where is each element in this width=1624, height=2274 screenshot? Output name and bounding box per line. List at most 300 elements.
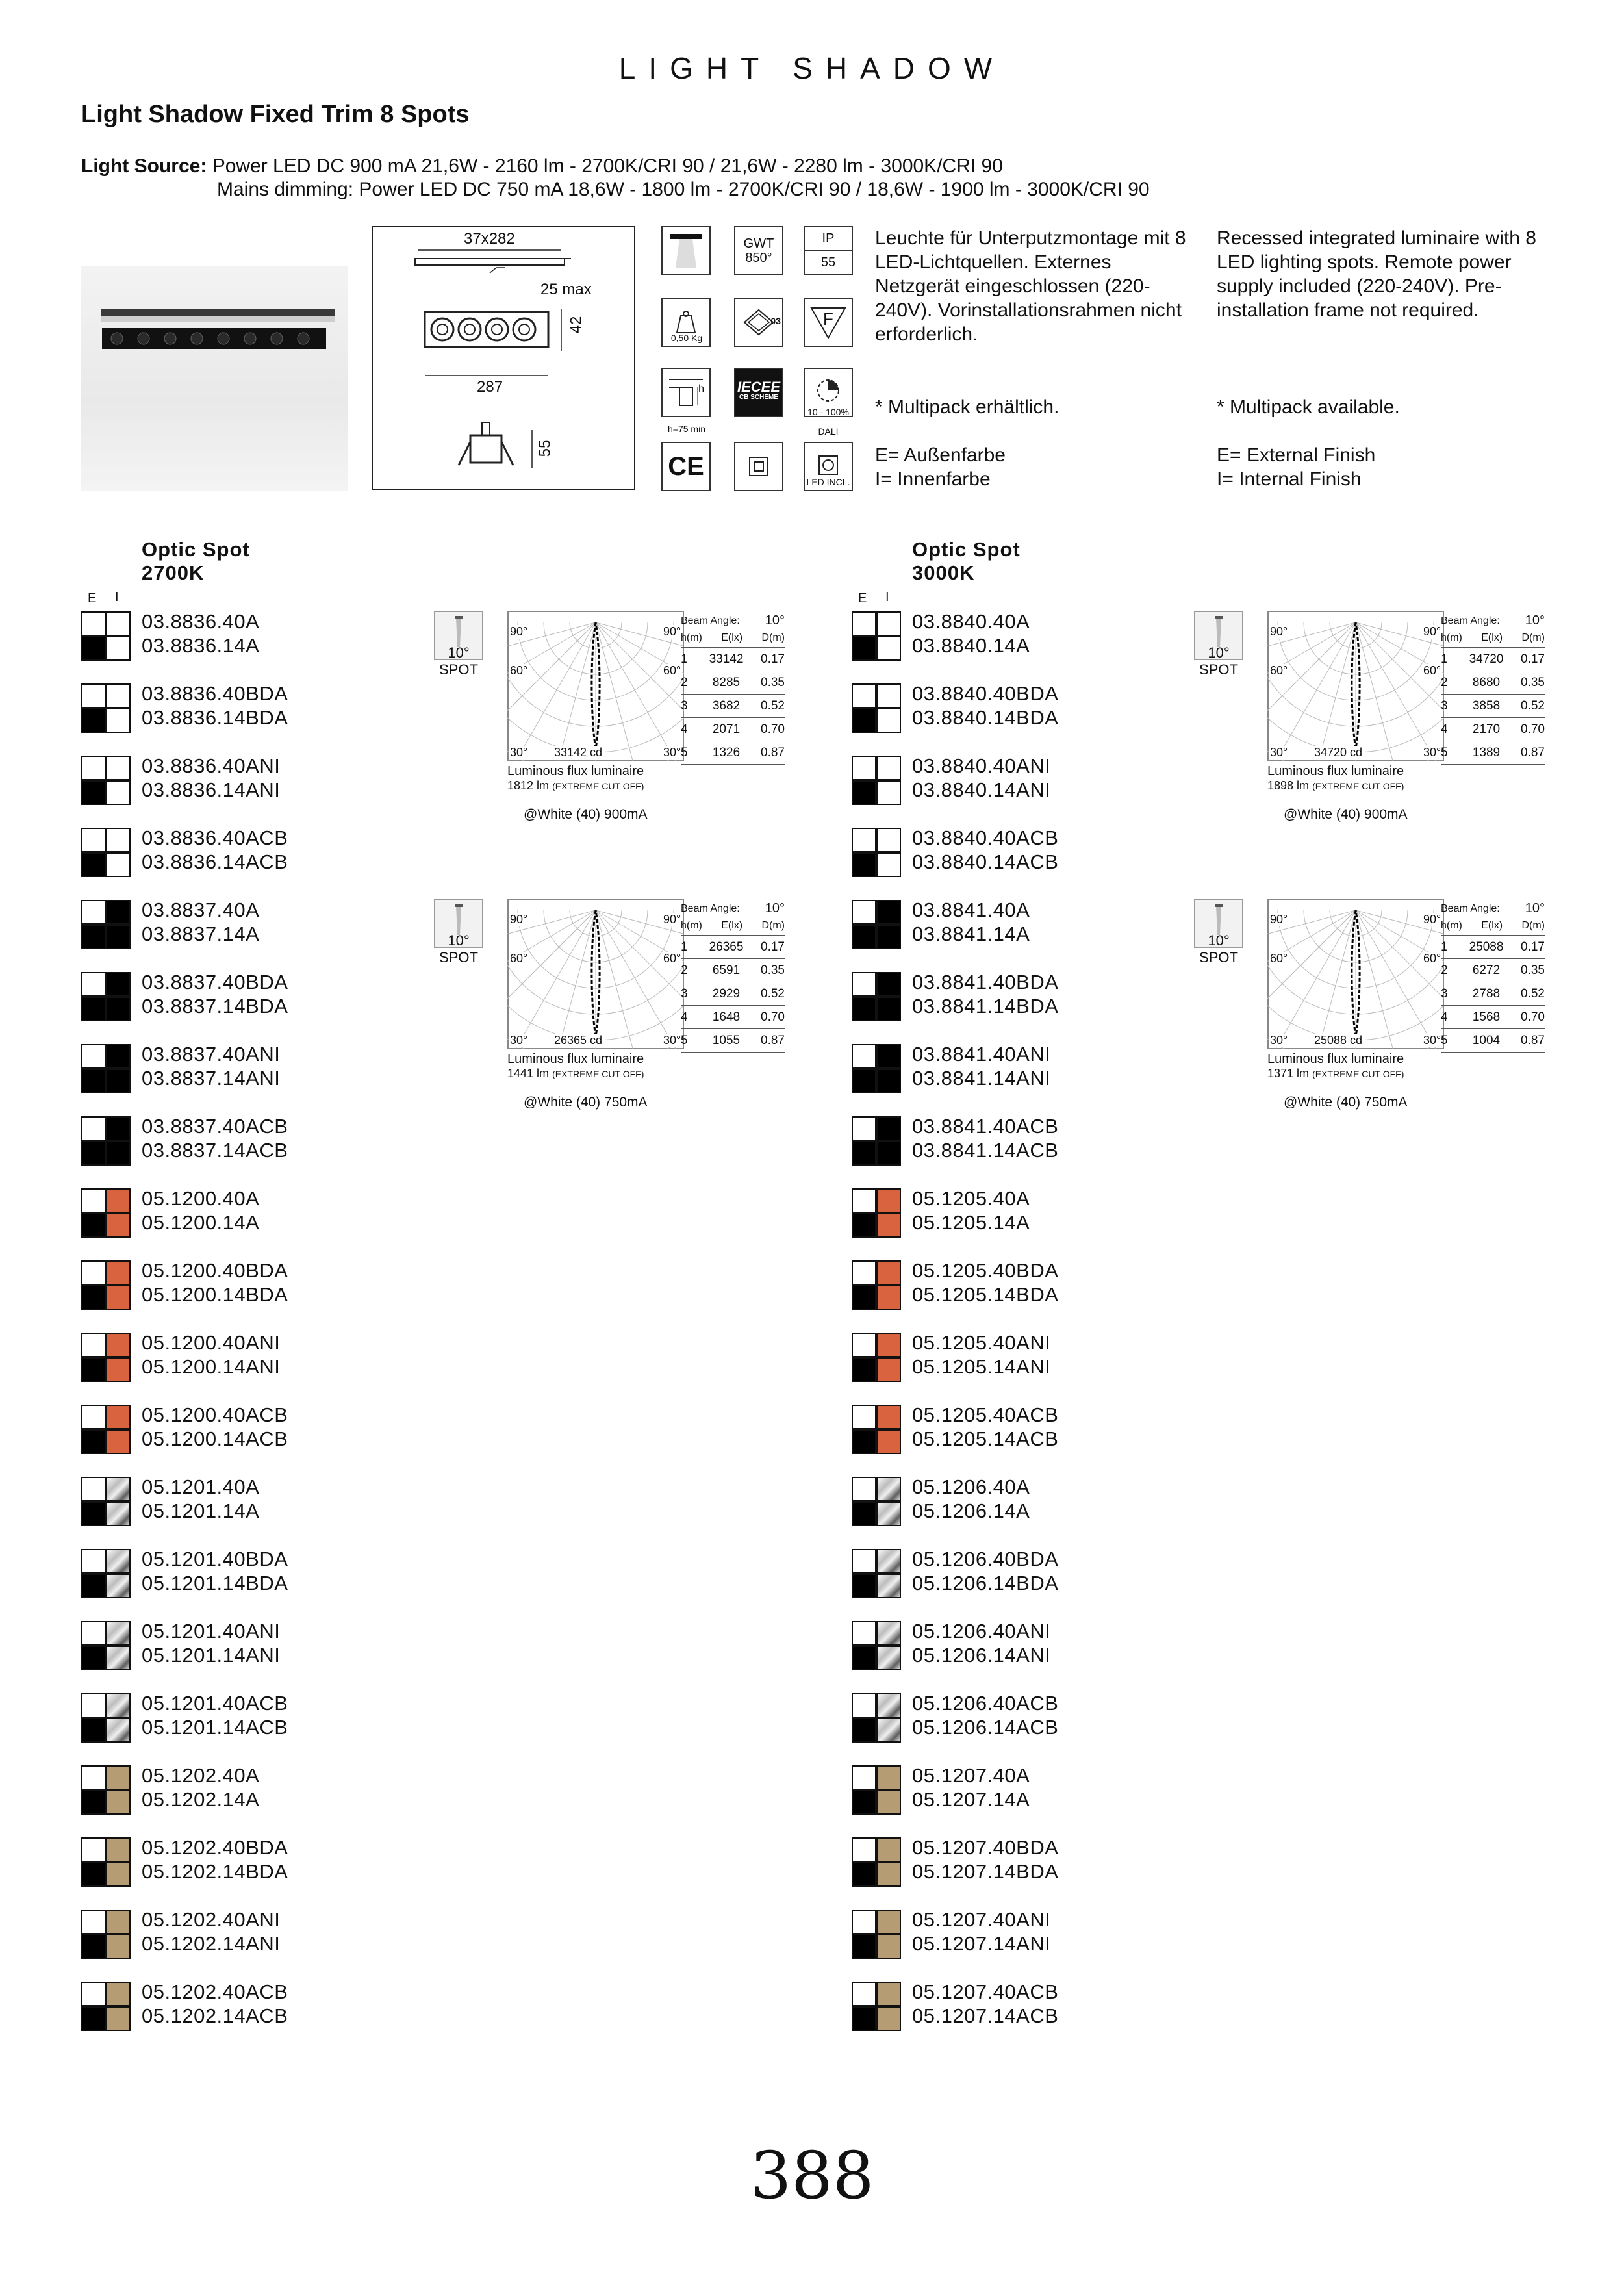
- weight-label: 0,50 Kg: [670, 333, 703, 343]
- product-code: 05.1205.40BDA: [912, 1259, 1059, 1282]
- swatch-cell: [876, 1141, 901, 1166]
- test-condition: @White (40) 900mA: [524, 807, 648, 822]
- iecee-label: IECEE: [737, 379, 781, 395]
- swatch-cell: [81, 900, 106, 925]
- h-cell: 3: [681, 699, 688, 713]
- d-header: D(m): [761, 920, 785, 931]
- d-header: D(m): [1521, 632, 1545, 643]
- finish-swatch: [852, 900, 901, 949]
- flux-value: [507, 778, 644, 793]
- angle-30-right: 30°: [663, 746, 681, 759]
- swatch-cell: [876, 925, 901, 949]
- swatch-cell: [106, 1069, 131, 1093]
- finish-swatch: [852, 1477, 901, 1526]
- product-code: 05.1205.40ACB: [912, 1403, 1059, 1426]
- d-cell: 0.35: [761, 676, 785, 689]
- swatch-cell: [852, 1333, 876, 1357]
- swatch-cell: [106, 756, 131, 780]
- finish-swatch: [852, 1621, 901, 1670]
- swatch-cell: [876, 1069, 901, 1093]
- product-code: 03.8836.40ACB: [142, 826, 288, 849]
- swatch-cell: [106, 1333, 131, 1357]
- ip-value: 55: [805, 250, 852, 270]
- e-cell: 1326: [712, 746, 741, 760]
- h-min-label: h=75 min: [668, 424, 705, 434]
- multipack-de: * Multipack erhältlich.: [875, 396, 1059, 418]
- swatch-cell: [81, 756, 106, 780]
- swatch-cell: [106, 1837, 131, 1862]
- product-code: 03.8840.40ANI: [912, 754, 1051, 777]
- angle-90-right: 90°: [1423, 625, 1441, 638]
- e-cell: 3682: [712, 699, 741, 713]
- swatch-cell: [81, 1405, 106, 1429]
- swatch-cell: [876, 1982, 901, 2006]
- h-cell: 5: [1441, 746, 1448, 760]
- product-code: 03.8837.40ANI: [142, 1043, 281, 1066]
- product-code: 03.8840.14ACB: [912, 850, 1059, 873]
- h-cell: 2: [1441, 676, 1448, 689]
- product-code: 05.1202.14A: [142, 1788, 260, 1811]
- h-header: h(m): [681, 632, 702, 643]
- flux-label: Luminous flux luminaire: [507, 1052, 644, 1066]
- finish-swatch: [81, 611, 131, 661]
- e-cell: 2071: [712, 722, 741, 736]
- swatch-cell: [81, 1213, 106, 1238]
- swatch-cell: [81, 708, 106, 733]
- swatch-cell: [852, 1069, 876, 1093]
- product-code: 05.1206.40A: [912, 1476, 1030, 1498]
- swatch-cell: [852, 683, 876, 708]
- finish-swatch: [852, 1549, 901, 1598]
- swatch-cell: [876, 1357, 901, 1382]
- swatch-cell: [852, 1837, 876, 1862]
- page-number: 388: [750, 2138, 874, 2214]
- d-header: D(m): [761, 632, 785, 643]
- product-code: 03.8837.40A: [142, 899, 260, 921]
- swatch-cell: [106, 972, 131, 997]
- flux-lm: 1371 lm: [1267, 1067, 1310, 1080]
- angle-30-left: 30°: [510, 746, 528, 759]
- swatch-cell: [81, 1260, 106, 1285]
- product-code: 05.1202.14ANI: [142, 1932, 281, 1955]
- product-code: 05.1201.40ANI: [142, 1620, 281, 1642]
- swatch-cell: [852, 1910, 876, 1934]
- spot-angle-label: 10°: [448, 932, 470, 949]
- f-mark-icon: [804, 298, 853, 347]
- swatch-cell: [852, 972, 876, 997]
- test-condition: @White (40) 900mA: [1284, 807, 1408, 822]
- test-condition: @White (40) 750mA: [1284, 1095, 1408, 1110]
- table-row: [681, 671, 785, 695]
- finish-swatch: [852, 972, 901, 1021]
- product-code: 03.8836.14A: [142, 634, 260, 657]
- product-code: 03.8837.14A: [142, 923, 260, 945]
- finish-swatch: [852, 1405, 901, 1454]
- swatch-cell: [852, 828, 876, 852]
- e-header: E(lx): [1481, 632, 1503, 643]
- product-code: 05.1200.14A: [142, 1211, 260, 1234]
- illuminance-table: [681, 897, 785, 1053]
- swatch-cell: [81, 611, 106, 636]
- spot-type-label: SPOT: [439, 949, 478, 965]
- angle-60-left: 60°: [510, 952, 528, 965]
- swatch-cell: [106, 1621, 131, 1646]
- h-cell: 2: [681, 964, 688, 977]
- column-cct: 2700K: [142, 561, 205, 584]
- d-cell: 0.17: [1521, 652, 1545, 666]
- product-code: 03.8841.14ANI: [912, 1067, 1051, 1090]
- finish-swatch: [81, 1405, 131, 1454]
- technical-drawing: [372, 226, 635, 490]
- product-code: 03.8840.14BDA: [912, 706, 1059, 729]
- d-cell: 0.70: [1521, 1010, 1545, 1024]
- swatch-cell: [852, 1718, 876, 1743]
- e-header: E(lx): [721, 632, 743, 643]
- h-cell: 1: [1441, 940, 1448, 954]
- product-code: 05.1202.40BDA: [142, 1836, 288, 1859]
- finish-swatch: [852, 1982, 901, 2031]
- swatch-cell: [106, 636, 131, 661]
- swatch-cell: [876, 1116, 901, 1141]
- product-code: 03.8837.40BDA: [142, 971, 288, 993]
- swatch-cell: [81, 1044, 106, 1069]
- interior-label: I: [885, 590, 889, 604]
- h-cell: 4: [681, 1010, 688, 1024]
- spot-type-label: SPOT: [1199, 949, 1238, 965]
- swatch-cell: [876, 1333, 901, 1357]
- product-code: 05.1201.14BDA: [142, 1572, 288, 1594]
- illuminance-table: [681, 609, 785, 765]
- polar-diagram: [507, 899, 684, 1049]
- product-code: 05.1207.40ANI: [912, 1908, 1051, 1931]
- swatch-cell: [876, 1213, 901, 1238]
- swatch-cell: [106, 1934, 131, 1959]
- spot-angle-label: 10°: [1208, 932, 1230, 949]
- finish-swatch: [81, 1044, 131, 1093]
- swatch-cell: [876, 1429, 901, 1454]
- exterior-label: E: [858, 591, 867, 606]
- swatch-cell: [106, 1501, 131, 1526]
- angle-30-left: 30°: [1270, 746, 1288, 759]
- swatch-cell: [876, 780, 901, 805]
- swatch-cell: [106, 1765, 131, 1790]
- swatch-cell: [852, 756, 876, 780]
- swatch-cell: [876, 756, 901, 780]
- swatch-cell: [81, 1862, 106, 1887]
- e-cell: 25088: [1469, 940, 1504, 954]
- h-cell: 4: [681, 722, 688, 736]
- swatch-cell: [106, 1141, 131, 1166]
- finish-swatch: [852, 1188, 901, 1238]
- finish-i-de: I= Innenfarbe: [875, 468, 991, 490]
- product-code: 05.1207.40BDA: [912, 1836, 1059, 1859]
- table-row: [1441, 695, 1545, 718]
- spot-type-label: SPOT: [1199, 661, 1238, 678]
- swatch-cell: [876, 1477, 901, 1501]
- swatch-cell: [876, 1765, 901, 1790]
- swatch-cell: [81, 1718, 106, 1743]
- swatch-cell: [106, 997, 131, 1021]
- swatch-cell: [852, 611, 876, 636]
- product-code: 05.1202.40A: [142, 1764, 260, 1787]
- product-code: 05.1207.14A: [912, 1788, 1030, 1811]
- e-cell: 34720: [1469, 652, 1504, 666]
- d-cell: 0.87: [1521, 746, 1545, 760]
- product-code: 03.8836.40ANI: [142, 754, 281, 777]
- test-condition: @White (40) 750mA: [524, 1095, 648, 1110]
- spot-type-label: SPOT: [439, 661, 478, 678]
- product-code: 05.1205.14ANI: [912, 1355, 1051, 1378]
- product-code: 05.1200.14BDA: [142, 1283, 288, 1306]
- swatch-cell: [852, 852, 876, 877]
- swatch-cell: [852, 1141, 876, 1166]
- product-code: 05.1206.14ANI: [912, 1644, 1051, 1667]
- h-cell: 1: [681, 940, 688, 954]
- finish-swatch: [81, 1621, 131, 1670]
- finish-swatch: [852, 1693, 901, 1743]
- installation-height-icon: [661, 368, 711, 417]
- swatch-cell: [81, 1621, 106, 1646]
- e-cell: 26365: [709, 940, 744, 954]
- swatch-cell: [852, 1621, 876, 1646]
- swatch-cell: [81, 852, 106, 877]
- swatch-cell: [106, 611, 131, 636]
- swatch-cell: [106, 1357, 131, 1382]
- finish-swatch: [852, 1837, 901, 1887]
- swatch-cell: [81, 1357, 106, 1382]
- swatch-cell: [106, 1982, 131, 2006]
- dim-width: 287: [477, 378, 503, 396]
- table-row: [1441, 982, 1545, 1006]
- swatch-cell: [852, 1429, 876, 1454]
- finish-swatch: [81, 1116, 131, 1166]
- illuminance-table: [1441, 897, 1545, 1053]
- table-row: [681, 695, 785, 718]
- dim-range-label: 10 - 100%: [807, 407, 849, 417]
- d-cell: 0.70: [761, 722, 785, 736]
- product-code: 05.1201.14ACB: [142, 1716, 288, 1739]
- polar-diagram: [1267, 611, 1444, 761]
- angle-90-left: 90°: [1270, 625, 1288, 638]
- h-cell: 1: [681, 652, 688, 666]
- product-code: 05.1206.40BDA: [912, 1548, 1059, 1570]
- product-code: 05.1201.14A: [142, 1500, 260, 1522]
- flux-lm: 1812 lm: [507, 779, 550, 792]
- led-incl-label: LED INCL.: [806, 477, 850, 487]
- angle-30-right: 30°: [1423, 1034, 1441, 1047]
- swatch-cell: [876, 997, 901, 1021]
- table-row: [1441, 671, 1545, 695]
- interior-label: I: [115, 590, 119, 604]
- swatch-cell: [852, 1982, 876, 2006]
- e-cell: 1648: [712, 1010, 741, 1024]
- flux-value: [1267, 1066, 1404, 1081]
- swatch-cell: [876, 852, 901, 877]
- product-code: 03.8840.40A: [912, 610, 1030, 633]
- h-cell: 3: [1441, 699, 1448, 713]
- product-code: 05.1207.40ACB: [912, 1980, 1059, 2003]
- description-de: Leuchte für Unterputzmontage mit 8 LED-Lichtquellen. Externes Netzgerät eingeschlossen (220-240V). Vorinstallationsrahmen nicht erforderlich.: [875, 227, 1186, 345]
- table-row: [1441, 648, 1545, 671]
- swatch-cell: [876, 972, 901, 997]
- swatch-cell: [852, 1549, 876, 1574]
- swatch-cell: [106, 1862, 131, 1887]
- angle-30-right: 30°: [1423, 746, 1441, 759]
- ip-label: IP: [822, 231, 835, 246]
- swatch-cell: [81, 683, 106, 708]
- product-code: 05.1201.40A: [142, 1476, 260, 1498]
- product-code: 05.1205.40A: [912, 1187, 1030, 1210]
- product-code: 03.8837.14ACB: [142, 1139, 288, 1162]
- h-cell: 5: [1441, 1034, 1448, 1047]
- swatch-cell: [876, 1790, 901, 1815]
- product-code: 03.8836.14ACB: [142, 850, 288, 873]
- swatch-cell: [106, 1260, 131, 1285]
- peak-intensity: 34720 cd: [1314, 746, 1363, 759]
- h-cell: 1: [1441, 652, 1448, 666]
- d-cell: 0.17: [761, 940, 785, 954]
- product-code: 05.1207.40A: [912, 1764, 1030, 1787]
- swatch-cell: [81, 1693, 106, 1718]
- cutoff-note: (EXTREME CUT OFF): [1312, 781, 1404, 791]
- h-cell: 4: [1441, 722, 1448, 736]
- flux-label: Luminous flux luminaire: [1267, 764, 1404, 778]
- swatch-cell: [81, 1790, 106, 1815]
- swatch-cell: [876, 1285, 901, 1310]
- swatch-cell: [852, 1213, 876, 1238]
- swatch-cell: [81, 1646, 106, 1670]
- h-letter: h: [698, 383, 704, 394]
- swatch-cell: [876, 1501, 901, 1526]
- swatch-cell: [81, 972, 106, 997]
- product-code: 05.1206.40ANI: [912, 1620, 1051, 1642]
- swatch-cell: [876, 683, 901, 708]
- swatch-cell: [81, 925, 106, 949]
- finish-swatch: [852, 756, 901, 805]
- iecee-icon: [734, 368, 783, 417]
- d-cell: 0.87: [1521, 1034, 1545, 1047]
- table-row: [1441, 1006, 1545, 1029]
- d-cell: 0.35: [761, 964, 785, 977]
- finish-swatch: [81, 1837, 131, 1887]
- product-code: 03.8837.14ANI: [142, 1067, 281, 1090]
- swatch-cell: [852, 1862, 876, 1887]
- cutoff-note: (EXTREME CUT OFF): [1312, 1069, 1404, 1079]
- dim-top: 37x282: [464, 230, 515, 248]
- product-code: 03.8836.14BDA: [142, 706, 288, 729]
- d-cell: 0.87: [761, 1034, 785, 1047]
- angle-60-right: 60°: [663, 952, 681, 965]
- swatch-cell: [852, 636, 876, 661]
- e-cell: 3858: [1472, 699, 1501, 713]
- e-header: E(lx): [1481, 920, 1503, 931]
- swatch-cell: [852, 1790, 876, 1815]
- product-code: 05.1201.40ACB: [142, 1692, 288, 1715]
- swatch-cell: [852, 925, 876, 949]
- e-cell: 1004: [1472, 1034, 1501, 1047]
- swatch-cell: [852, 1260, 876, 1285]
- finish-swatch: [852, 1260, 901, 1310]
- swatch-cell: [876, 828, 901, 852]
- swatch-cell: [852, 1044, 876, 1069]
- swatch-cell: [81, 1501, 106, 1526]
- description-en: Recessed integrated luminaire with 8 LED lighting spots. Remote power supply included (220-240V). Pre-installation frame not required.: [1217, 227, 1536, 321]
- swatch-cell: [852, 1116, 876, 1141]
- product-title: Light Shadow Fixed Trim 8 Spots: [81, 101, 470, 128]
- angle-30-right: 30°: [663, 1034, 681, 1047]
- table-row: [1441, 741, 1545, 765]
- swatch-cell: [81, 780, 106, 805]
- h-cell: 5: [681, 746, 688, 760]
- product-code: 05.1202.14BDA: [142, 1860, 288, 1883]
- product-code: 05.1200.40ANI: [142, 1331, 281, 1354]
- column-cct: 3000K: [912, 561, 975, 584]
- table-row: [681, 982, 785, 1006]
- table-row: [1441, 936, 1545, 959]
- swatch-cell: [876, 1693, 901, 1718]
- light-source-label: Light Source:: [81, 155, 207, 177]
- light-source-line1: [81, 155, 1003, 178]
- swatch-cell: [106, 1405, 131, 1429]
- column-title: Optic Spot: [912, 538, 1021, 561]
- d-cell: 0.70: [761, 1010, 785, 1024]
- swatch-cell: [876, 1188, 901, 1213]
- swatch-cell: [106, 925, 131, 949]
- table-row: [681, 1029, 785, 1053]
- swatch-cell: [852, 708, 876, 733]
- e-cell: 33142: [709, 652, 744, 666]
- angle-90-left: 90°: [510, 913, 528, 926]
- finish-swatch: [81, 1693, 131, 1743]
- table-row: [681, 718, 785, 741]
- swatch-cell: [876, 1549, 901, 1574]
- product-code: 03.8840.14ANI: [912, 778, 1051, 801]
- column-title: Optic Spot: [142, 538, 250, 561]
- finish-swatch: [81, 683, 131, 733]
- product-code: 03.8836.14ANI: [142, 778, 281, 801]
- angle-90-left: 90°: [510, 625, 528, 638]
- ip-rating-icon: [804, 226, 853, 275]
- swatch-cell: [852, 1477, 876, 1501]
- product-code: 03.8841.40ACB: [912, 1115, 1059, 1138]
- swatch-cell: [852, 780, 876, 805]
- h-cell: 3: [1441, 987, 1448, 1001]
- product-code: 05.1200.14ACB: [142, 1427, 288, 1450]
- swatch-cell: [81, 1069, 106, 1093]
- light-source-line2: Mains dimming: Power LED DC 750 mA 18,6W - 1800 lm - 2700K/CRI 90 / 18,6W - 1900 lm - 3000K/CRI 90: [217, 179, 1150, 200]
- swatch-cell: [106, 1910, 131, 1934]
- d-cell: 0.17: [761, 652, 785, 666]
- product-photo: [81, 266, 348, 491]
- product-code: 05.1200.40ACB: [142, 1403, 288, 1426]
- swatch-cell: [106, 1044, 131, 1069]
- product-code: 05.1202.40ACB: [142, 1980, 288, 2003]
- d-cell: 0.52: [761, 699, 785, 713]
- finish-i-en: I= Internal Finish: [1217, 468, 1362, 490]
- swatch-cell: [106, 1285, 131, 1310]
- polar-diagram: [1267, 899, 1444, 1049]
- beam-angle-value: 10°: [765, 901, 785, 915]
- table-row: [681, 1006, 785, 1029]
- swatch-cell: [876, 1910, 901, 1934]
- product-code: 05.1207.14ACB: [912, 2004, 1059, 2027]
- beam-angle-value: 10°: [765, 613, 785, 628]
- spot-angle-label: 10°: [448, 645, 470, 661]
- swatch-cell: [852, 1405, 876, 1429]
- glow-wire-icon: GWT 850°: [734, 226, 783, 275]
- d-cell: 0.35: [1521, 676, 1545, 689]
- d-header: D(m): [1521, 920, 1545, 931]
